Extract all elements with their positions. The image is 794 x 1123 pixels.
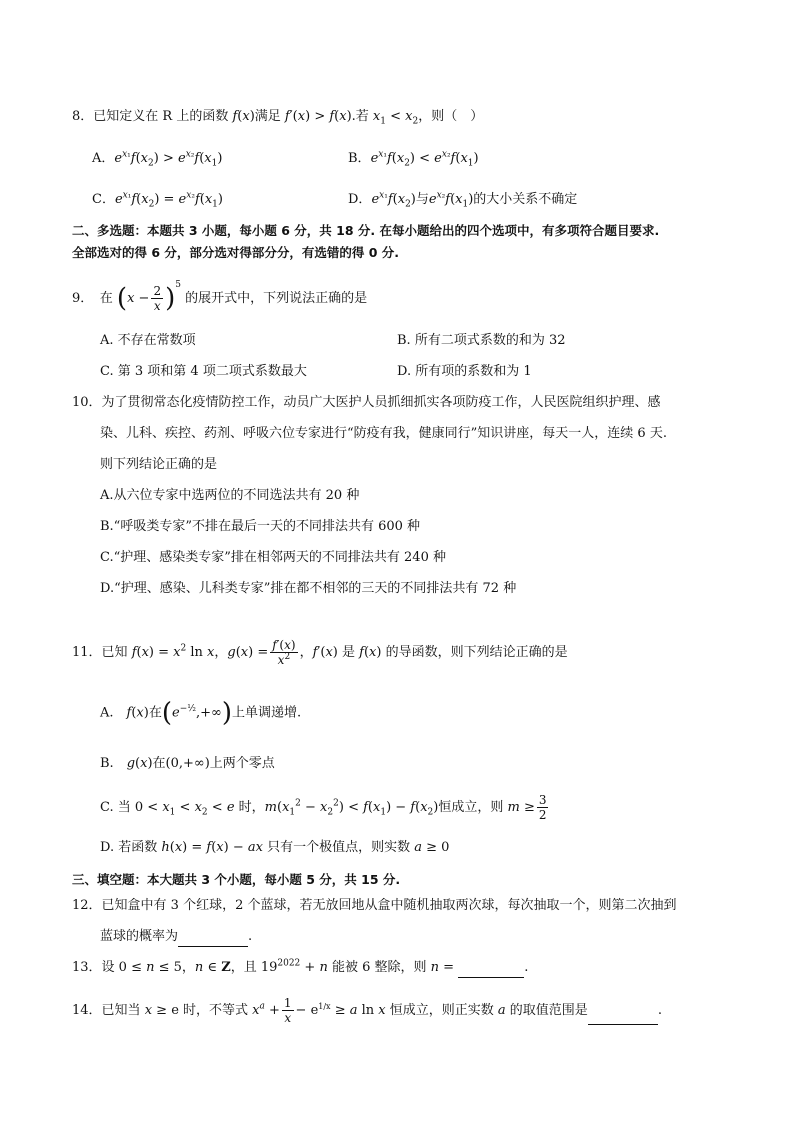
q11-option-c: C. 当 $0 < x_1 < x_2 < e$ 时，$m(x_1^2 - x_2^2) < f(x_1) - f(x_2)$恒成立，则 m ≥ $\frac{3}{2}$ bbox=[100, 793, 547, 822]
section2-heading-line1: 二、多选题：本题共 3 小题，每小题 6 分，共 18 分. 在每小题给出的四个选项中，有多项符合题目要求. bbox=[72, 223, 660, 238]
q12-stem-line1: 12．已知盒中有 3 个红球，2 个蓝球，若无放回地从盒中随机抽取两次球，每次抽取一个，则第二次抽到 bbox=[72, 898, 677, 913]
q14-stem: 14．已知当 x ≥ e 时，不等式 $x^a$ + $\frac{1}{x}$ − $e^{1/x} \ge a$ ln x 恒成立，则正实数 a 的取值范围是 . bbox=[72, 996, 662, 1025]
q10-option-d: D.“护理、感染、儿科类专家”排在都不相邻的三天的不同排法共有 72 种 bbox=[100, 581, 517, 596]
q9-option-a: A. 不存在常数项 bbox=[100, 333, 196, 348]
q8-option-c: C．$e^{x_1}f(x_2) = e^{x_2}f(x_1)$ bbox=[92, 190, 223, 210]
q8-option-b: B．$e^{x_1}f(x_2) < e^{x_2}f(x_1)$ bbox=[348, 149, 479, 169]
q8-stem: 8．已知定义在 R 上的函数 f(x)满足 f′(x) > f(x).若 $x_1 < x_2$，则（ ） bbox=[72, 109, 484, 127]
section2-heading-line2: 全部选对的得 6 分，部分选对得部分分，有选错的得 0 分. bbox=[72, 245, 400, 260]
q10-stem-line1: 10．为了贯彻常态化疫情防控工作，动员广大医护人员抓细抓实各项防疫工作，人民医院组织护理、感 bbox=[72, 395, 661, 410]
q10-option-c: C.“护理、感染类专家”排在相邻两天的不同排法共有 240 种 bbox=[100, 550, 446, 565]
q11-option-a: A. f(x)在$(e^{-\frac{1}{2}},+\infty)$上单调递增. bbox=[100, 698, 302, 728]
q8-option-a: A．$e^{x_1}f(x_2) > e^{x_2}f(x_1)$ bbox=[92, 149, 223, 169]
q11-option-b: B. g(x)在(0,+∞)上两个零点 bbox=[100, 756, 275, 771]
q9-stem: 9． 在 (x − $\frac{2}{x}$ )$^5$ 的展开式中，下列说法正确的是 bbox=[72, 279, 368, 314]
q13-stem: 13．设 0 ≤ n ≤ 5，n ∈ Z，且 $19^{2022} + n$ 能被 6 整除，则 n = . bbox=[72, 958, 528, 978]
q8-option-d: D．$e^{x_1}f(x_2)$与$e^{x_2}f(x_1)$的大小关系不确定 bbox=[348, 190, 578, 210]
q12-stem-line2: 蓝球的概率为 . bbox=[100, 927, 252, 947]
q10-option-b: B.“呼吸类专家”不排在最后一天的不同排法共有 600 种 bbox=[100, 519, 421, 534]
section3-heading: 三、填空题：本大题共 3 个小题，每小题 5 分，共 15 分. bbox=[72, 872, 401, 887]
q11-option-d: D. 若函数 h(x) = f(x) − ax 只有一个极值点，则实数 a ≥ 0 bbox=[100, 840, 450, 855]
q10-stem-line3: 则下列结论正确的是 bbox=[100, 457, 218, 472]
q9-option-b: B. 所有二项式系数的和为 32 bbox=[397, 333, 566, 348]
q9-option-d: D. 所有项的系数和为 1 bbox=[397, 364, 532, 379]
q10-option-a: A.从六位专家中选两位的不同选法共有 20 种 bbox=[100, 488, 360, 503]
q11-stem: 11．已知 $f(x) = x^2$ ln x，g(x) = $\frac{f'(x)}{x^2}$ ，f′(x) 是 f(x) 的导函数，则下列结论正确的是 bbox=[72, 638, 568, 667]
q9-option-c: C. 第 3 项和第 4 项二项式系数最大 bbox=[100, 364, 307, 379]
q10-stem-line2: 染、儿科、疾控、药剂、呼吸六位专家进行“防疫有我，健康同行”知识讲座，每天一人，连续 6 天. bbox=[100, 426, 667, 441]
